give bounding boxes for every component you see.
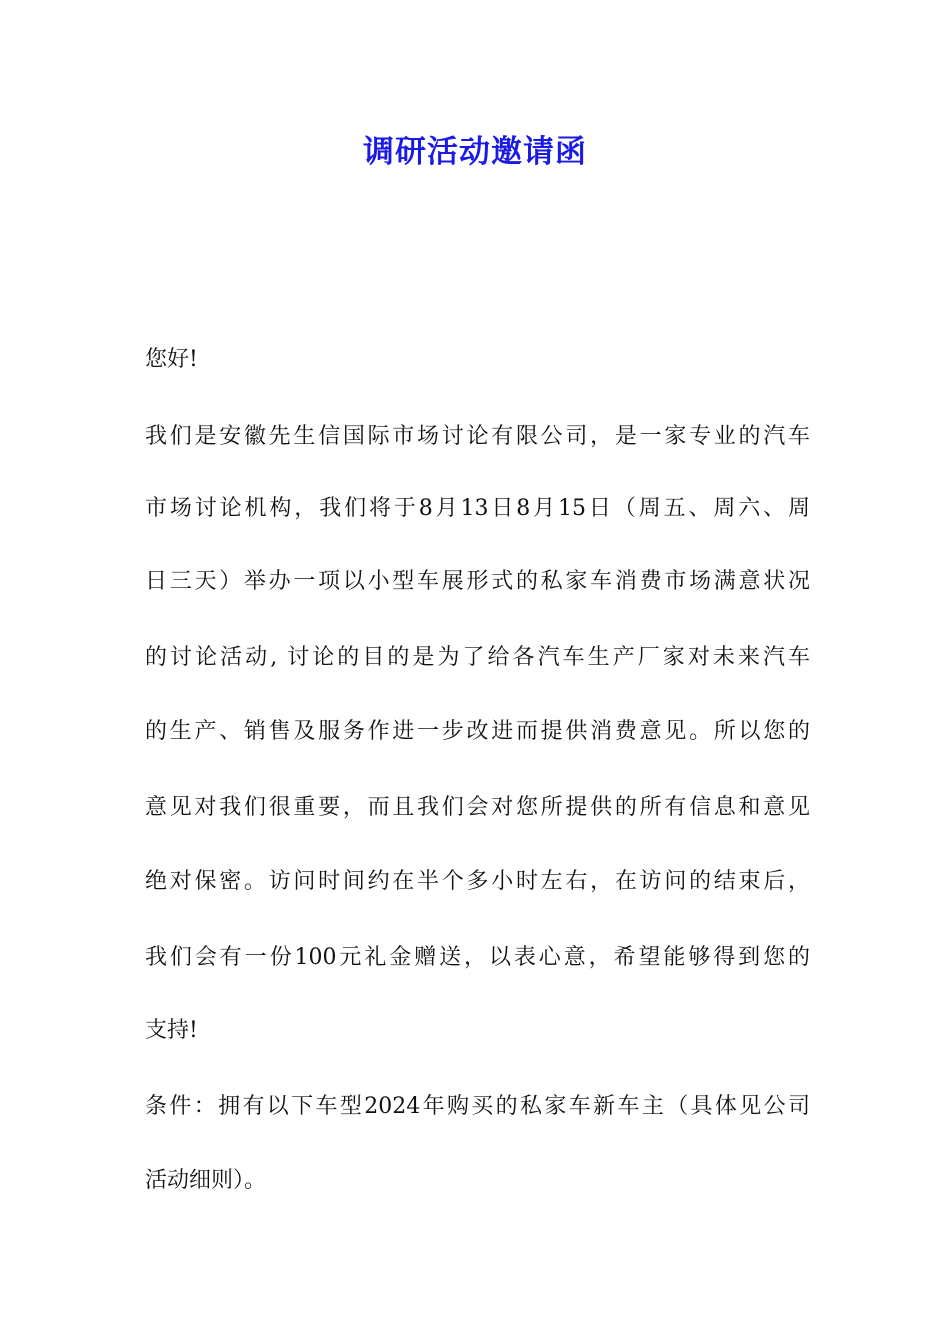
body-line-4: 的讨论活动, 讨论的目的是为了给各汽车生产厂家对未来汽车	[145, 645, 810, 670]
body-line-8: 我们会有一份100元礼金赠送，以表心意，希望能够得到您的	[145, 945, 810, 970]
document-title: 调研活动邀请函	[363, 134, 587, 170]
body-line-5: 的生产、销售及服务作进一步改进而提供消费意见。所以您的	[145, 719, 810, 744]
body-line-9: 支持!	[145, 1018, 198, 1043]
body-line-3: 日三天）举办一项以小型车展形式的私家车消费市场满意状况	[145, 569, 810, 594]
body-line-2: 市场讨论机构，我们将于8月13日8月15日（周五、周六、周	[145, 496, 810, 521]
body-line-7: 绝对保密。访问时间约在半个多小时左右，在访问的结束后，	[145, 869, 810, 894]
condition-line-2: 活动细则）。	[145, 1168, 267, 1193]
greeting-line: 您好!	[145, 347, 198, 372]
body-line-1: 我们是安徽先生信国际市场讨论有限公司，是一家专业的汽车	[145, 424, 810, 449]
condition-line-1: 条件：拥有以下车型2024年购买的私家车新车主（具体见公司	[145, 1094, 810, 1119]
body-line-6: 意见对我们很重要，而且我们会对您所提供的所有信息和意见	[145, 795, 810, 820]
